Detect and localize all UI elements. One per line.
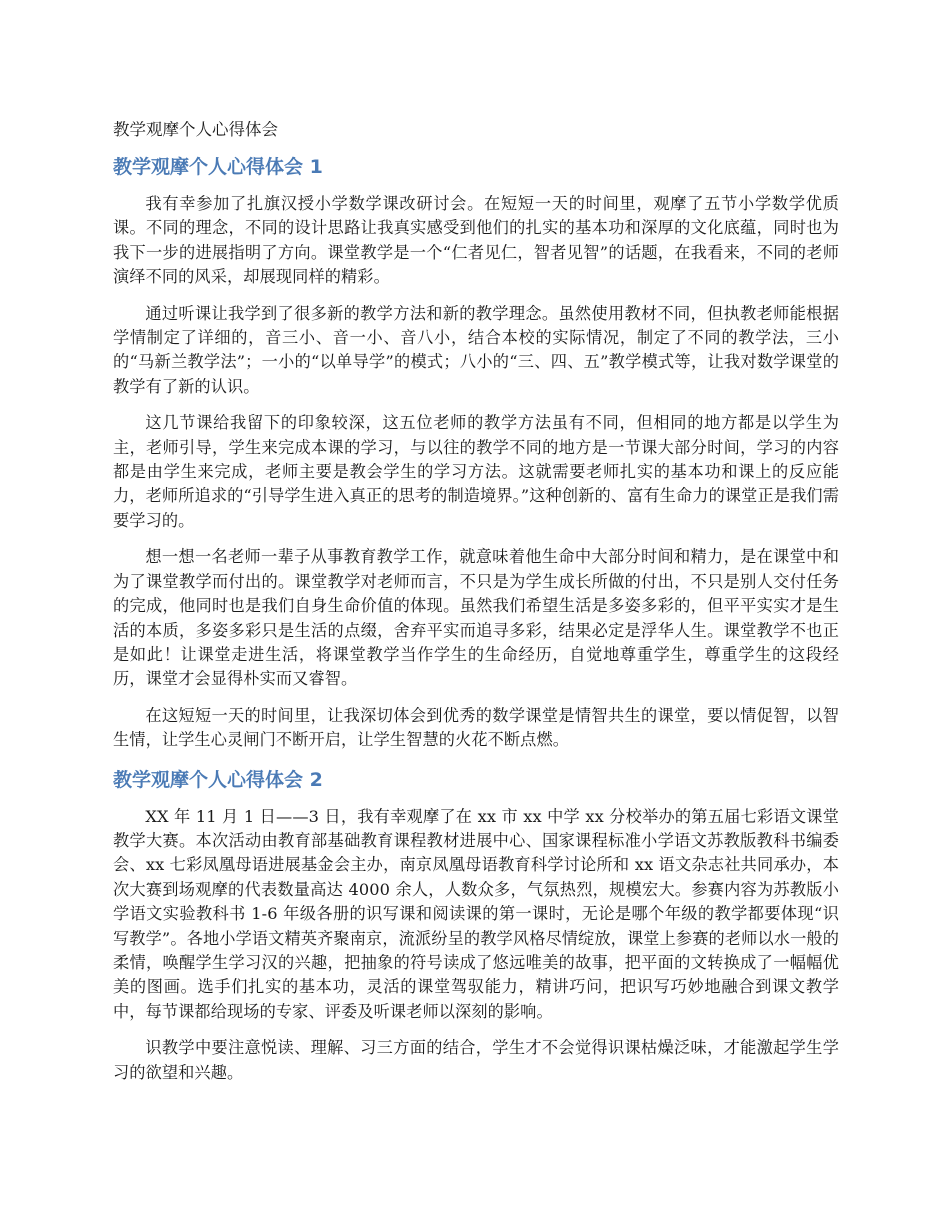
paragraph: 想一想一名老师一辈子从事教育教学工作，就意味着他生命中大部分时间和精力，是在课堂中和为了课堂教学而付出的。课堂教学对老师而言，不只是为学生成长所做的付出，不只是别人交付任务的完成，他同时也是我们自身生命价值的体现。虽然我们希望生活是多姿多彩的，但平平实实才是生活的本质，多姿多彩只是生活的点缀，舍弃平实而追寻多彩，结果必定是浮华人生。课堂教学不也正是如此！让课堂走进生活，将课堂教学当作学生的生命经历，自觉地尊重学生，尊重学生的这段经历，课堂才会显得朴实而又睿智。 xyxy=(113,547,839,689)
document-title: 教学观摩个人心得体会 xyxy=(113,120,278,139)
section-1 xyxy=(113,154,839,753)
section-heading: 教学观摩个人心得体会 1 xyxy=(113,156,323,178)
paragraph: 识教学中要注意悦读、理解、习三方面的结合，学生才不会觉得识课枯燥泛味，才能激起学生学习的欲望和兴趣。 xyxy=(113,1038,839,1082)
section-2 xyxy=(113,767,839,1085)
section-heading: 教学观摩个人心得体会 2 xyxy=(113,768,323,791)
paragraph: 在这短短一天的时间里，让我深切体会到优秀的数学课堂是情智共生的课堂，要以情促智，以智生情，让学生心灵闸门不断开启，让学生智慧的火花不断点燃。 xyxy=(113,705,839,750)
document-page xyxy=(113,118,839,1099)
paragraph: 我有幸参加了扎旗汉授小学数学课改研讨会。在短短一天的时间里，观摩了五节小学数学优质课。不同的理念，不同的设计思路让我真实感受到他们的扎实的基本功和深厚的文化底蕴，同时也为我下一步的进展指明了方向。课堂教学是一个“仁者见仁，智者见智”的话题，在我看来，不同的老师演绎不同的风采，却展现同样的精彩。 xyxy=(113,194,839,287)
paragraph: 这几节课给我留下的印象较深，这五位老师的教学方法虽有不同，但相同的地方都是以学生为主，老师引导，学生来完成本课的学习，与以往的教学不同的地方是一节课大部分时间，学习的内容都是由学生来完成，老师主要是教会学生的学习方法。这就需要老师扎实的基本功和课上的反应能力，老师所追求的“引导学生进入真正的思考的制造境界。”这种创新的、富有生命力的课堂正是我们需要学习的。 xyxy=(113,413,839,530)
paragraph: XX 年 11 月 1 日——3 日，我有幸观摩了在 xx 市 xx 中学 xx 分校举办的第五届七彩语文课堂教学大赛。本次活动由教育部基础教育课程教材进展中心、国家课程标准小学语文苏教版教科书编委会、xx 七彩凤凰母语进展基金会主办，南京凤凰母语教育科学讨论所和 xx 语文杂志社共同承办，本次大赛到场观摩的代表数量高达 4000 余人，人数众多，气氛热烈，规模宏大。参赛内容为苏教版小学语文实验教科书 1-6 年级各册的识写课和阅读课的第一课时，无论是哪个年级的教学都要体现“识写教学”。各地小学语文精英齐聚南京，流派纷呈的教学风格尽情绽放，课堂上参赛的老师以水一般的柔情，唤醒学生学习汉的兴趣，把抽象的符号读成了悠远唯美的故事，把平面的文转换成了一幅幅优美的图画。选手们扎实的基本功，灵活的课堂驾驭能力，精讲巧问，把识写巧妙地融合到课文教学中，每节课都给现场的专家、评委及听课老师以深刻的影响。 xyxy=(113,806,839,1021)
paragraph: 通过听课让我学到了很多新的教学方法和新的教学理念。虽然使用教材不同，但执教老师能根据学情制定了详细的，音三小、音一小、音八小，结合本校的实际情况，制定了不同的教学法，三小的“马新兰教学法”；一小的“以单导学”的模式；八小的“三、四、五”教学模式等，让我对数学课堂的教学有了新的认识。 xyxy=(113,303,839,396)
